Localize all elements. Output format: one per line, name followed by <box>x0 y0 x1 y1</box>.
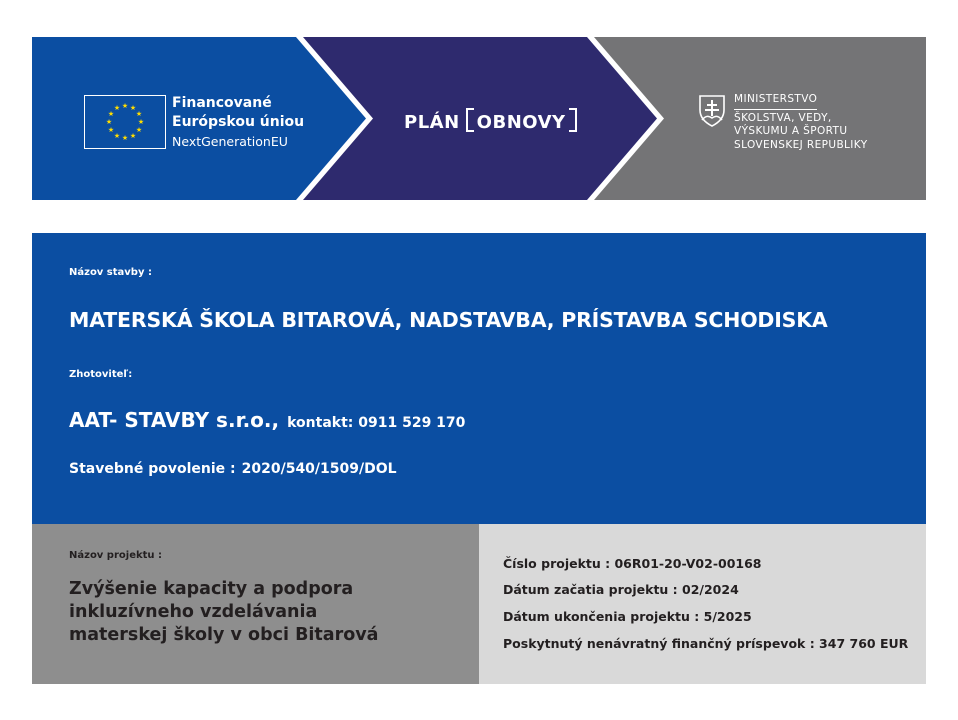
svg-text:★: ★ <box>129 132 137 140</box>
svg-text:★: ★ <box>113 132 121 140</box>
contractor-label: Zhotoviteľ: <box>69 369 133 380</box>
eu-funding-line1: Financované <box>172 95 272 111</box>
ministry-name <box>734 93 868 152</box>
ministry-line2: ŠKOLSTVA, VEDY, <box>734 111 832 124</box>
bracket-right-icon <box>569 108 577 132</box>
eu-funding-line3: NextGenerationEU <box>172 134 288 149</box>
slovak-coat-of-arms-icon <box>698 94 726 132</box>
project-name-line2: inkluzívneho vzdelávania <box>69 602 318 622</box>
project-number: Číslo projektu : 06R01-20-V02-00168 <box>503 556 762 571</box>
project-name-label: Názov projektu : <box>69 550 163 561</box>
ministry-line4: SLOVENSKEJ REPUBLIKY <box>734 138 868 151</box>
svg-text:★: ★ <box>135 110 143 118</box>
project-name-line1: Zvýšenie kapacity a podpora <box>69 579 354 599</box>
building-name-label: Názov stavby : <box>69 267 152 278</box>
svg-text:★: ★ <box>107 126 115 134</box>
eu-funding-line2: Európskou úniou <box>172 114 305 130</box>
svg-text:★: ★ <box>105 118 113 126</box>
building-name: MATERSKÁ ŠKOLA BITAROVÁ, NADSTAVBA, PRÍSTAVBA SCHODISKA <box>69 308 828 332</box>
plan-obnovy-logo <box>404 108 577 133</box>
permit-value: 2020/540/1509/DOL <box>241 461 397 477</box>
eu-funding-text <box>172 94 304 151</box>
building-permit <box>69 461 397 477</box>
building-info-panel <box>32 233 926 524</box>
svg-text:★: ★ <box>135 126 143 134</box>
svg-text:★: ★ <box>129 104 137 112</box>
contractor-line <box>69 408 465 432</box>
project-end-date: Dátum ukončenia projektu : 5/2025 <box>503 609 752 624</box>
header-banner <box>32 37 926 200</box>
svg-text:★: ★ <box>113 104 121 112</box>
project-name <box>69 578 469 647</box>
contractor-contact: kontakt: 0911 529 170 <box>287 415 466 431</box>
plan-word: PLÁN <box>404 112 460 133</box>
project-start-date: Dátum začatia projektu : 02/2024 <box>503 582 739 597</box>
project-grant-amount: Poskytnutý nenávratný finančný príspevok : 347 760 EUR <box>503 636 909 651</box>
obnovy-word: OBNOVY <box>476 112 566 133</box>
svg-text:★: ★ <box>137 118 145 126</box>
ministry-line1: MINISTERSTVO <box>734 93 817 110</box>
project-name-panel <box>32 524 479 684</box>
project-details-panel <box>479 524 926 684</box>
eu-flag-icon <box>84 95 166 149</box>
project-name-line3: materskej školy v obci Bitarová <box>69 625 379 645</box>
svg-text:★: ★ <box>107 110 115 118</box>
ministry-line3: VÝSKUMU A ŠPORTU <box>734 125 848 137</box>
svg-text:★: ★ <box>121 134 129 142</box>
bracket-left-icon <box>466 108 474 132</box>
permit-label: Stavebné povolenie : <box>69 461 236 477</box>
svg-text:★: ★ <box>121 102 129 110</box>
contractor-name: AAT- STAVBY s.r.o., <box>69 408 280 432</box>
